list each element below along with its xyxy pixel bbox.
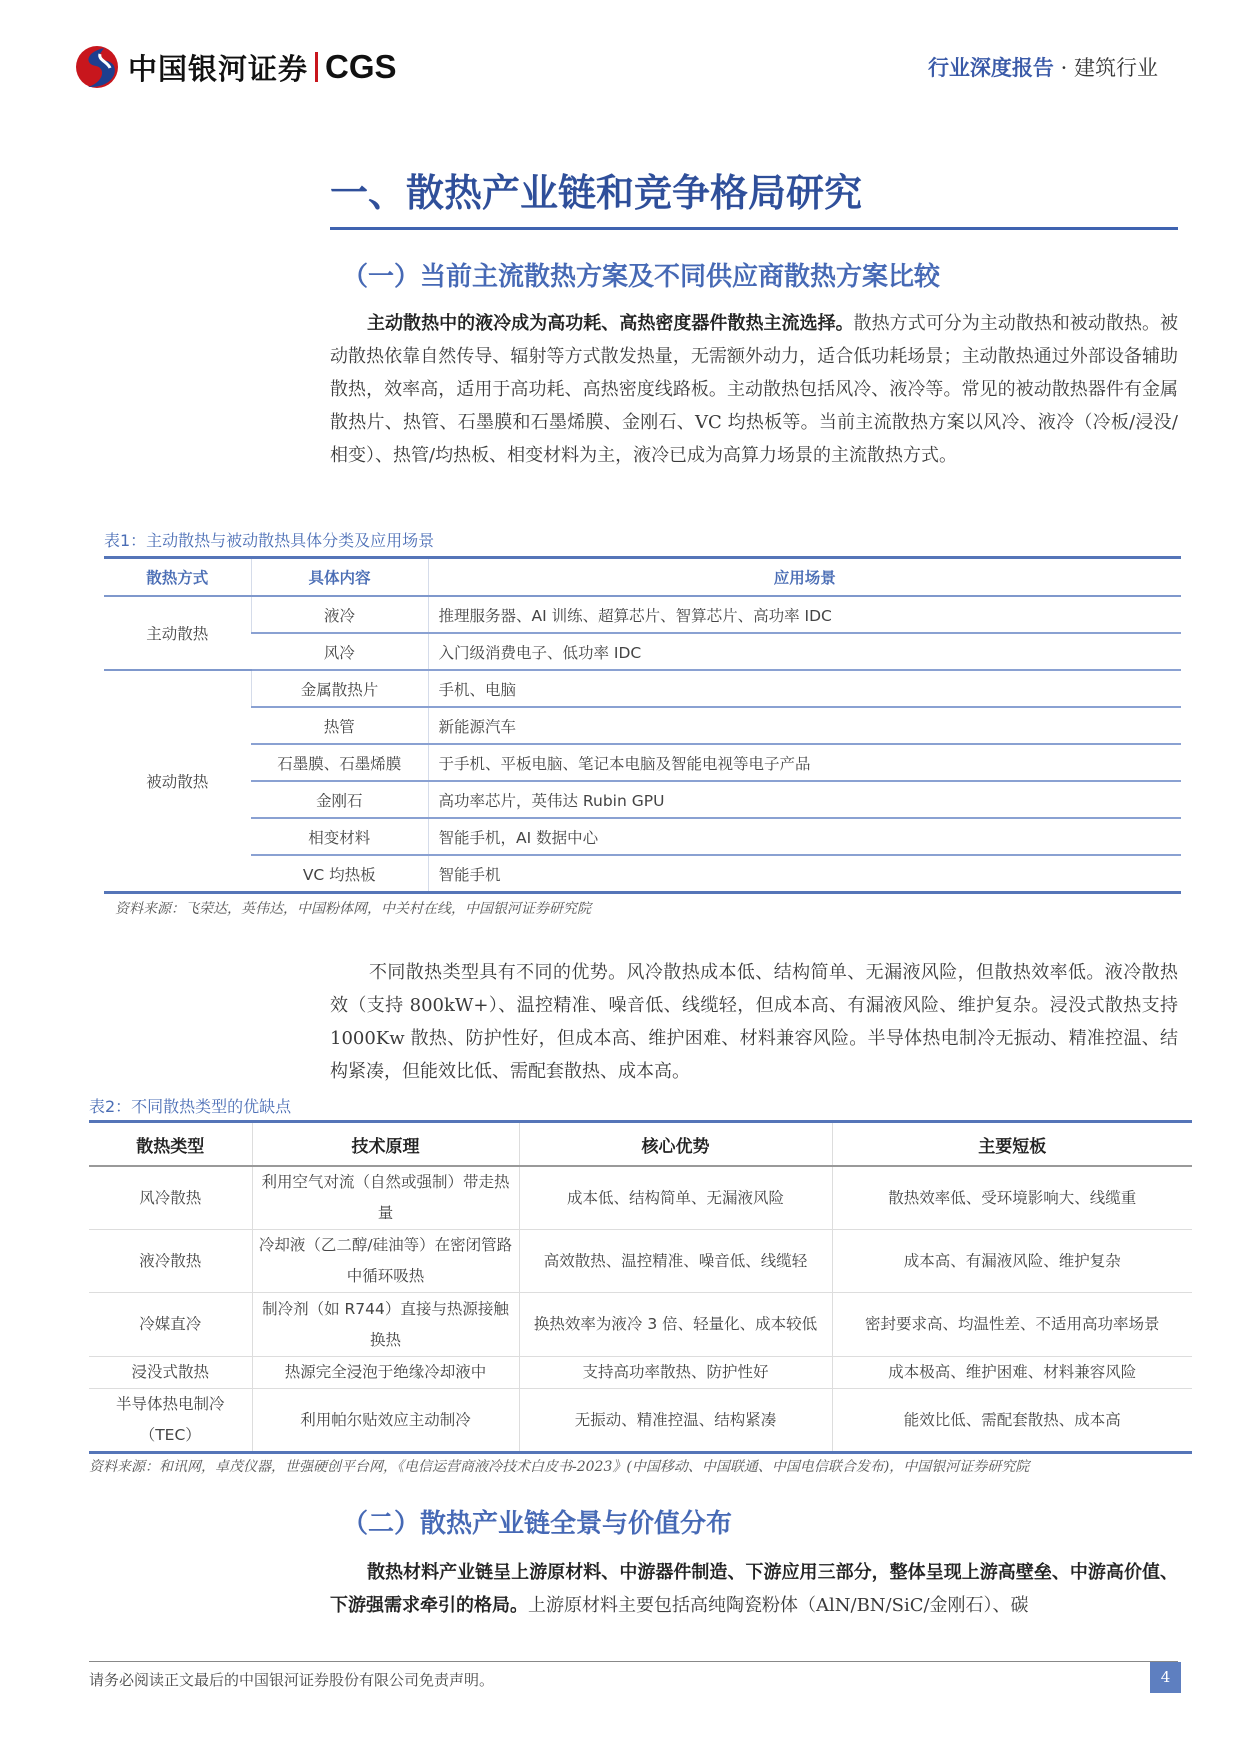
table-row bbox=[104, 855, 1181, 893]
table-row bbox=[104, 707, 1181, 744]
table-header-row bbox=[104, 558, 1181, 597]
table-cell: 金属散热片 bbox=[251, 670, 428, 707]
section-title: 一、散热产业链和竞争格局研究 bbox=[330, 170, 863, 215]
group-cell: 被动散热 bbox=[146, 773, 209, 791]
logo-text-cn: 中国银河证券 bbox=[128, 51, 309, 86]
table-cell: 石墨膜、石墨烯膜 bbox=[251, 744, 428, 781]
col-header: 具体内容 bbox=[251, 558, 428, 597]
table-cell: 高功率芯片，英伟达 Rubin GPU bbox=[428, 781, 1181, 818]
col-header: 应用场景 bbox=[428, 558, 1181, 597]
table-cell: 换热效率为液冷 3 倍、轻量化、成本较低 bbox=[519, 1293, 832, 1357]
cgs-logo-icon bbox=[74, 44, 120, 90]
col-header: 主要短板 bbox=[832, 1122, 1192, 1167]
table2-caption: 表2：不同散热类型的优缺点 bbox=[89, 1097, 292, 1116]
table-row bbox=[104, 670, 1181, 707]
paragraph-3-lead: 散热材料产业链呈上游原材料、中游器件制造、下游应用三部分，整体呈现上游高壁垒、中游高价值、下游强需求牵引的格局。 bbox=[330, 1562, 1178, 1616]
table-cell: 金刚石 bbox=[251, 781, 428, 818]
page-number: 4 bbox=[1150, 1662, 1181, 1693]
table-cell: 于手机、平板电脑、笔记本电脑及智能电视等电子产品 bbox=[428, 744, 1181, 781]
table-cell: 散热效率低、受环境影响大、线缆重 bbox=[832, 1166, 1192, 1230]
col-header: 散热方式 bbox=[104, 558, 251, 597]
paragraph-1 bbox=[330, 307, 1178, 472]
paragraph-3-body: 上游原材料主要包括高纯陶瓷粉体（AlN/BN/SiC/金刚石）、碳 bbox=[528, 1595, 1029, 1616]
header-report-label bbox=[928, 52, 1158, 82]
col-header: 核心优势 bbox=[519, 1122, 832, 1167]
table-cell: 成本极高、维护困难、材料兼容风险 bbox=[832, 1357, 1192, 1389]
separator-dot: · bbox=[1060, 56, 1068, 80]
table-row bbox=[89, 1166, 1192, 1230]
footer-disclaimer: 请务必阅读正文最后的中国银河证券股份有限公司免责声明。 bbox=[89, 1671, 495, 1689]
cgs-logo bbox=[74, 44, 397, 90]
table-row bbox=[89, 1389, 1192, 1453]
paragraph-1-lead: 主动散热中的液冷成为高功耗、高热密度器件散热主流选择。 bbox=[367, 313, 854, 334]
table-row bbox=[89, 1293, 1192, 1357]
table-cell: 热源完全浸泡于绝缘冷却液中 bbox=[252, 1357, 519, 1389]
table-cell: 液冷 bbox=[251, 596, 428, 633]
col-header: 技术原理 bbox=[252, 1122, 519, 1167]
table-cell: 入门级消费电子、低功率 IDC bbox=[428, 633, 1181, 670]
title-divider bbox=[330, 227, 1178, 230]
table-cell: 利用帕尔贴效应主动制冷 bbox=[252, 1389, 519, 1453]
table-cell: 冷媒直冷 bbox=[89, 1293, 252, 1357]
table-cell: 热管 bbox=[251, 707, 428, 744]
paragraph-3 bbox=[330, 1556, 1178, 1622]
table-cell: 制冷剂（如 R744）直接与热源接触换热 bbox=[252, 1293, 519, 1357]
table-cell: 推理服务器、AI 训练、超算芯片、智算芯片、高功率 IDC bbox=[428, 596, 1181, 633]
table-cell: 风冷散热 bbox=[89, 1166, 252, 1230]
table-cell: 支持高功率散热、防护性好 bbox=[519, 1357, 832, 1389]
table-cell: 冷却液（乙二醇/硅油等）在密闭管路中循环吸热 bbox=[252, 1230, 519, 1293]
table-cell: 智能手机 bbox=[428, 855, 1181, 893]
paragraph-2: 不同散热类型具有不同的优势。风冷散热成本低、结构简单、无漏液风险，但散热效率低。液冷散热效（支持 800kW+）、温控精准、噪音低、线缆轻，但成本高、有漏液风险、维护复杂。浸没式散热支持 1000Kw 散热、防护性好，但成本高、维护困难、材料兼容风险。半导体热电制冷无振动、精准控温、结构紧凑，但能效比低、需配套散热、成本高。 bbox=[330, 962, 1178, 1082]
table-cell: 成本低、结构简单、无漏液风险 bbox=[519, 1166, 832, 1230]
table-cell: 高效散热、温控精准、噪音低、线缆轻 bbox=[519, 1230, 832, 1293]
logo-divider bbox=[315, 52, 318, 82]
table-cell: 手机、电脑 bbox=[428, 670, 1181, 707]
table-cell: 密封要求高、均温性差、不适用高功率场景 bbox=[832, 1293, 1192, 1357]
col-header: 散热类型 bbox=[89, 1122, 252, 1167]
group-cell: 主动散热 bbox=[104, 596, 251, 670]
table-header-row bbox=[89, 1122, 1192, 1167]
footer-divider bbox=[89, 1661, 1178, 1662]
table1 bbox=[104, 556, 1181, 894]
table2 bbox=[89, 1120, 1192, 1454]
table-cell: 半导体热电制冷（TEC） bbox=[89, 1389, 252, 1453]
table-row bbox=[89, 1357, 1192, 1389]
table1-source: 资料来源：飞荣达，英伟达，中国粉体网，中关村在线，中国银河证券研究院 bbox=[115, 901, 591, 917]
table-row bbox=[89, 1230, 1192, 1293]
table-row bbox=[104, 633, 1181, 670]
paragraph-1-body: 散热方式可分为主动散热和被动散热。被动散热依靠自然传导、辐射等方式散发热量，无需额外动力，适合低功耗场景；主动散热通过外部设备辅助散热，效率高，适用于高功耗、高热密度线路板。主动散热包括风冷、液冷等。常见的被动散热器件有金属散热片、热管、石墨膜和石墨烯膜、金刚石、VC 均热板等。当前主流散热方案以风冷、液冷（冷板/浸没/相变）、热管/均热板、相变材料为主，液冷已成为高算力场景的主流散热方式。 bbox=[330, 313, 1179, 466]
table-cell: 无振动、精准控温、结构紧凑 bbox=[519, 1389, 832, 1453]
table-row bbox=[104, 781, 1181, 818]
logo-text-en: CGS bbox=[325, 48, 397, 85]
table-cell: 成本高、有漏液风险、维护复杂 bbox=[832, 1230, 1192, 1293]
industry-name: 建筑行业 bbox=[1074, 56, 1158, 80]
table-cell: 智能手机，AI 数据中心 bbox=[428, 818, 1181, 855]
table-cell: 相变材料 bbox=[251, 818, 428, 855]
table-row bbox=[104, 596, 1181, 633]
table-cell: 浸没式散热 bbox=[89, 1357, 252, 1389]
table-row bbox=[104, 744, 1181, 781]
table-row bbox=[104, 818, 1181, 855]
subsection-title-1: （一）当前主流散热方案及不同供应商散热方案比较 bbox=[342, 262, 941, 292]
table-cell: 利用空气对流（自然或强制）带走热量 bbox=[252, 1166, 519, 1230]
table-cell: 能效比低、需配套散热、成本高 bbox=[832, 1389, 1192, 1453]
table1-caption: 表1：主动散热与被动散热具体分类及应用场景 bbox=[104, 531, 435, 550]
table-cell: VC 均热板 bbox=[302, 865, 376, 884]
table-cell: 液冷散热 bbox=[89, 1230, 252, 1293]
report-type: 行业深度报告 bbox=[927, 55, 1054, 80]
table2-source: 资料来源：和讯网，卓茂仪器，世强硬创平台网，《电信运营商液冷技术白皮书-2023》(中国移动、中国联通、中国电信联合发布)，中国银河证券研究院 bbox=[89, 1459, 1030, 1475]
table-cell: 新能源汽车 bbox=[428, 707, 1181, 744]
subsection-title-2: （二）散热产业链全景与价值分布 bbox=[342, 1509, 733, 1539]
table-cell: 风冷 bbox=[251, 633, 428, 670]
